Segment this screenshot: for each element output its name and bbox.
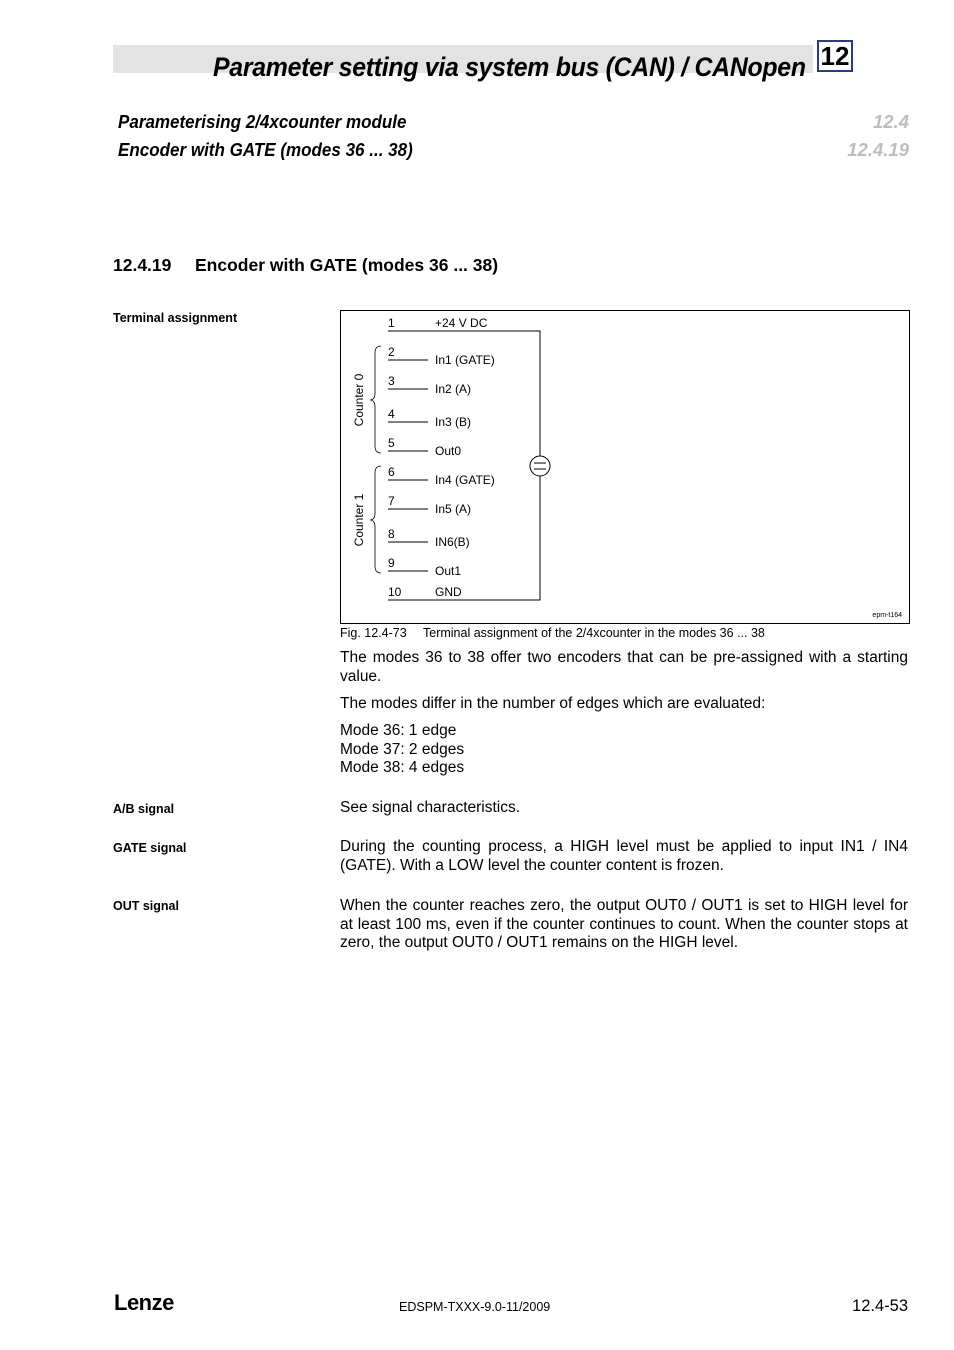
figure-caption-label: Fig. 12.4-73: [340, 626, 407, 640]
terminal-number: 10: [388, 585, 402, 599]
terminal-diagram: [340, 310, 910, 624]
terminal-label: +24 V DC: [435, 316, 488, 330]
mode-36-text: Mode 36: 1 edge: [340, 722, 457, 739]
subtitle-2-number: 12.4.19: [847, 139, 909, 160]
counter-0-label: Counter 0: [352, 373, 366, 427]
terminal-label: In1 (GATE): [435, 353, 495, 367]
section-title: Encoder with GATE (modes 36 ... 38): [195, 255, 499, 275]
figure-caption-text: Terminal assignment of the 2/4xcounter in the modes 36 ... 38: [423, 626, 765, 640]
side-label-out-signal: OUT signal: [113, 899, 179, 913]
counter-1-label: Counter 1: [352, 493, 366, 547]
terminal-number: 9: [388, 556, 395, 570]
subtitle-1: Parameterising 2/4xcounter module: [118, 111, 407, 132]
modes-differ-paragraph: [340, 695, 908, 714]
page-number: 12.4-53: [852, 1297, 908, 1315]
ab-signal-text: See signal characteristics.: [340, 799, 521, 816]
section-heading: [113, 255, 498, 276]
mode-37-text: Mode 37: 2 edges: [340, 740, 465, 758]
modes-differ-text: The modes differ in the number of edges which are evaluated:: [340, 695, 766, 712]
gate-signal-text: During the counting process, a HIGH level must be applied to input IN1 / IN4 (GATE). With a LOW level the counter content is frozen.: [340, 838, 908, 874]
side-label-gate-signal: GATE signal: [113, 841, 187, 855]
side-label-ab-signal: A/B signal: [113, 802, 175, 816]
intro-text: The modes 36 to 38 offer two encoders that can be pre-assigned with a starting value.: [340, 649, 908, 685]
section-number: 12.4.19: [113, 255, 172, 275]
terminal-label: Out1: [435, 564, 462, 578]
terminal-label: GND: [435, 585, 462, 599]
lenze-logo: Lenze: [114, 1290, 174, 1315]
terminal-number: 6: [388, 465, 395, 479]
figure-ref: epm-t164: [872, 612, 902, 619]
subtitle-1-number: 12.4: [872, 111, 909, 132]
figure-caption: [340, 626, 765, 640]
subtitle-2: Encoder with GATE (modes 36 ... 38): [118, 139, 413, 160]
terminal-number: 1: [388, 316, 395, 330]
terminal-diagram-svg: [341, 311, 909, 623]
terminal-number: 8: [388, 527, 395, 541]
chapter-number-box: 12: [817, 40, 853, 72]
terminal-label: Out0: [435, 444, 462, 458]
chapter-title: Parameter setting via system bus (CAN) / CANopen: [213, 52, 806, 82]
terminal-label: IN6(B): [435, 535, 470, 549]
terminal-label: In2 (A): [435, 382, 472, 396]
dc-symbol-icon: [530, 456, 550, 476]
terminal-number: 3: [388, 374, 395, 388]
counter-0-brace: [370, 346, 381, 453]
terminal-number: 2: [388, 345, 395, 359]
terminal-label: In4 (GATE): [435, 473, 495, 487]
counter-1-brace: [370, 466, 381, 573]
terminal-number: 4: [388, 407, 395, 421]
out-signal-paragraph: [340, 897, 908, 953]
module-block-outline: [388, 331, 540, 600]
side-label-terminal-assignment: Terminal assignment: [113, 311, 238, 325]
mode-38-text: Mode 38: 4 edges: [340, 759, 465, 776]
terminal-number: 5: [388, 436, 395, 450]
gate-signal-paragraph: [340, 838, 908, 875]
out-signal-text: When the counter reaches zero, the output OUT0 / OUT1 is set to HIGH level for at least 100 ms, even if the counter continues to count. When the counter stops at zero, the output OUT0 / OUT1 remains on the HIGH level.: [340, 897, 908, 951]
terminal-label: In3 (B): [435, 415, 472, 429]
ab-signal-paragraph: [340, 799, 908, 818]
document-id: EDSPM-TXXX-9.0-11/2009: [399, 1300, 551, 1314]
modes-list: [340, 722, 908, 778]
terminal-label: In5 (A): [435, 502, 472, 516]
intro-paragraph: [340, 649, 908, 686]
terminal-number: 7: [388, 494, 395, 508]
